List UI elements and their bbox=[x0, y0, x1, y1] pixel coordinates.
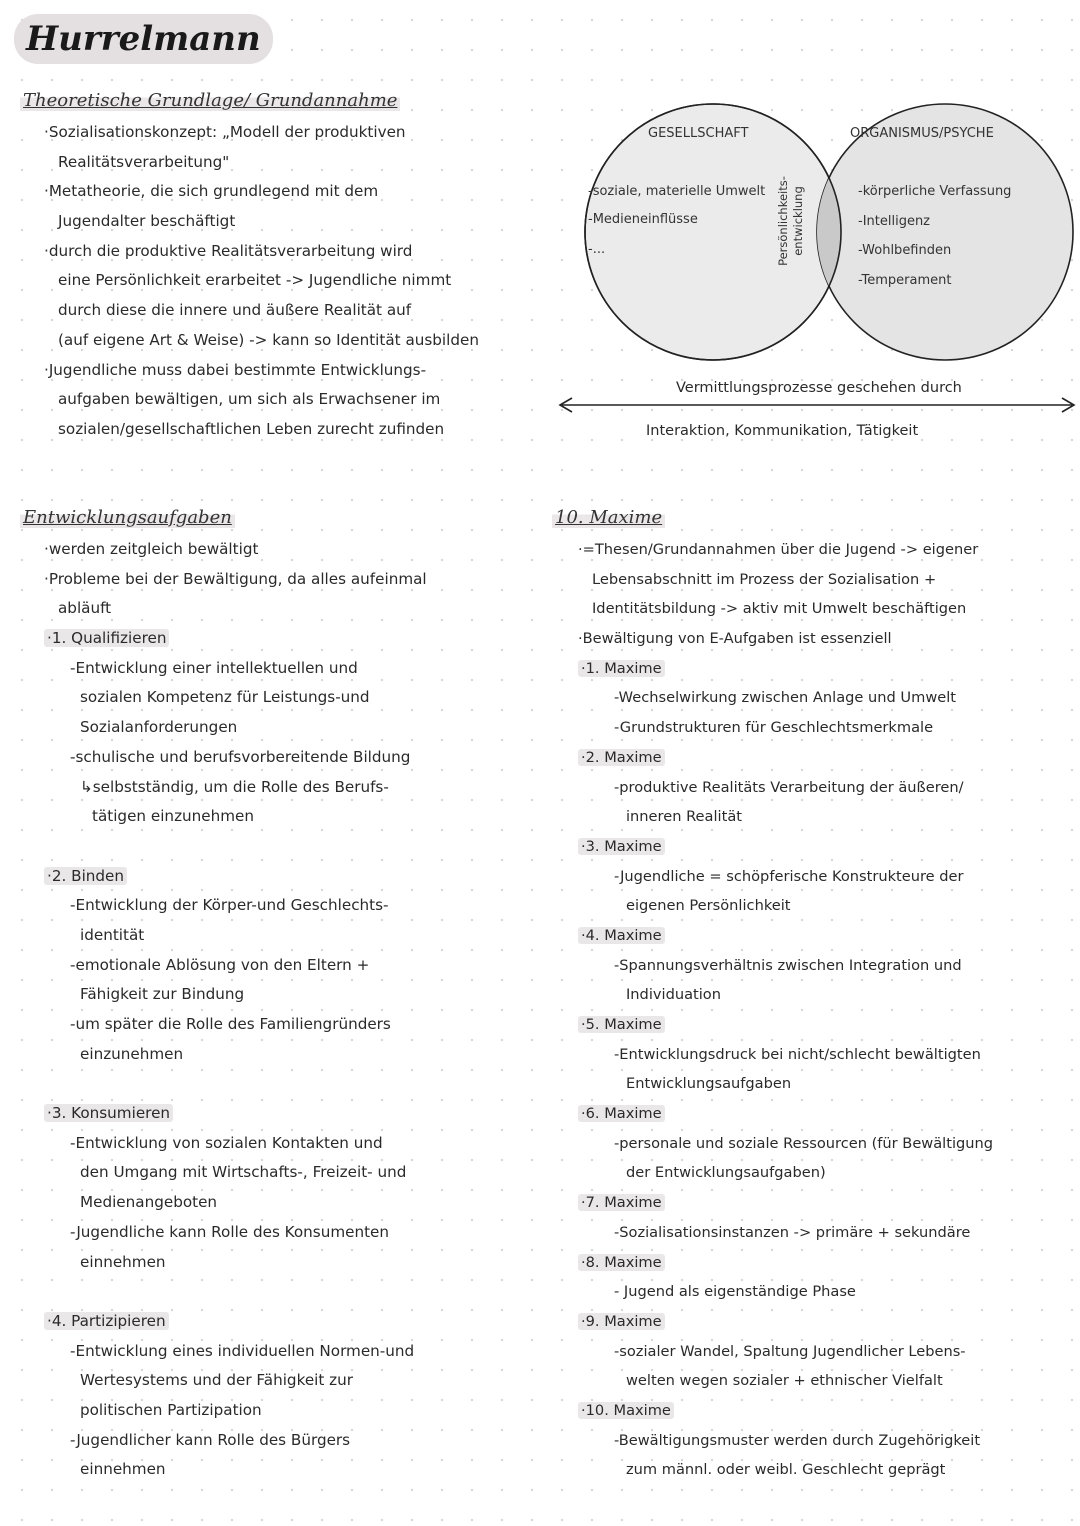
text-line: -Jugendliche kann Rolle des Konsumenten bbox=[70, 1222, 390, 1241]
venn-diagram bbox=[540, 95, 1080, 455]
text-line: -Jugendlicher kann Rolle des Bürgers bbox=[70, 1430, 351, 1449]
text-line: den Umgang mit Wirtschafts-, Freizeit- und bbox=[80, 1163, 407, 1182]
text-line: Lebensabschnitt im Prozess der Sozialisation + bbox=[592, 570, 937, 588]
venn-left-item: -Medieneinflüsse bbox=[588, 212, 698, 227]
text-line: -Entwicklungsdruck bei nicht/schlecht bewältigten bbox=[614, 1045, 981, 1063]
text-line: -Entwicklung eines individuellen Normen-und bbox=[70, 1341, 415, 1360]
text-line: Medienangeboten bbox=[80, 1193, 218, 1212]
text-line: ·Jugendliche muss dabei bestimmte Entwicklungs- bbox=[44, 360, 427, 379]
text-line: -schulische und berufsvorbereitende Bildung bbox=[70, 747, 411, 766]
maxim-title-3: ·3. Maxime bbox=[578, 832, 993, 862]
text-line: -Entwicklung einer intellektuellen und bbox=[70, 658, 358, 677]
organismus-title: ORGANISMUS/PSYCHE bbox=[850, 126, 994, 141]
text-line: -emotionale Ablösung von den Eltern + bbox=[70, 955, 370, 974]
text-line: der Entwicklungsaufgaben) bbox=[626, 1164, 826, 1182]
text-line: Identitätsbildung -> aktiv mit Umwelt beschäftigen bbox=[592, 600, 967, 618]
text-line: abläuft bbox=[58, 599, 112, 618]
text-line: ·=Thesen/Grundannahmen über die Jugend -> eigener bbox=[578, 541, 979, 558]
maxim-title-4: ·4. Maxime bbox=[578, 921, 993, 951]
text-line: -Jugendliche = schöpferische Konstrukteure der bbox=[614, 867, 964, 885]
venn-right-item: -Temperament bbox=[858, 273, 952, 288]
text-line: ·werden zeitgleich bewältigt bbox=[44, 540, 259, 558]
overlap-label-2: entwicklung bbox=[791, 186, 805, 256]
organismus-circle bbox=[817, 104, 1073, 360]
venn-right-item: -körperliche Verfassung bbox=[858, 184, 1012, 199]
maxim-title-1: ·1. Maxime bbox=[578, 654, 993, 684]
venn-right-item: -Wohlbefinden bbox=[858, 243, 952, 258]
text-line: ·Probleme bei der Bewältigung, da alles aufeinmal bbox=[44, 569, 427, 588]
theory-heading: Theoretische Grundlage/ Grundannahme bbox=[20, 90, 400, 111]
maxim-title-9: ·9. Maxime bbox=[578, 1307, 993, 1337]
text-line: Entwicklungsaufgaben bbox=[626, 1075, 792, 1093]
maxims-heading: 10. Maxime bbox=[552, 507, 665, 528]
text-line: -Bewältigungsmuster werden durch Zugehörigkeit bbox=[614, 1431, 981, 1449]
maxim-title-10: ·10. Maxime bbox=[578, 1396, 993, 1426]
text-line: einnehmen bbox=[80, 1460, 166, 1479]
venn-right-item: -Intelligenz bbox=[858, 214, 931, 229]
gesellschaft-title: GESELLSCHAFT bbox=[648, 126, 749, 141]
mediation-means: Interaktion, Kommunikation, Tätigkeit bbox=[646, 423, 919, 439]
text-line: Realitätsverarbeitung" bbox=[58, 152, 230, 171]
text-line: -personale und soziale Ressourcen (für Bewältigung bbox=[614, 1134, 994, 1152]
overlap-label-1: Persönlichkeits- bbox=[776, 176, 790, 266]
text-line: (auf eigene Art & Weise) -> kann so Identität ausbilden bbox=[58, 330, 479, 349]
text-line: tätigen einzunehmen bbox=[92, 807, 255, 826]
maxim-title-2: ·2. Maxime bbox=[578, 743, 993, 773]
text-line: -Grundstrukturen für Geschlechtsmerkmale bbox=[614, 719, 934, 737]
text-line: einzunehmen bbox=[80, 1044, 184, 1063]
venn-left-item: -... bbox=[588, 242, 606, 257]
task-title-partizipieren: ·4. Partizipieren bbox=[44, 1307, 427, 1337]
mediation-label: Vermittlungsprozesse geschehen durch bbox=[676, 380, 962, 396]
maxim-title-7: ·7. Maxime bbox=[578, 1188, 993, 1218]
text-line: -Entwicklung von sozialen Kontakten und bbox=[70, 1133, 383, 1152]
text-line: ·Bewältigung von E-Aufgaben ist essenziell bbox=[578, 630, 892, 648]
venn-left-item: -soziale, materielle Umwelt bbox=[588, 184, 766, 199]
text-line: -produktive Realitäts Verarbeitung der äußeren/ bbox=[614, 778, 964, 796]
text-line: aufgaben bewältigen, um sich als Erwachsener im bbox=[58, 390, 441, 409]
text-line: Individuation bbox=[626, 986, 721, 1004]
task-title-konsumieren: ·3. Konsumieren bbox=[44, 1099, 427, 1129]
text-line: einnehmen bbox=[80, 1252, 166, 1271]
task-title-qualifizieren: ·1. Qualifizieren bbox=[44, 624, 427, 654]
text-line: sozialen Kompetenz für Leistungs-und bbox=[80, 688, 370, 707]
tasks-text bbox=[44, 535, 427, 1485]
maxims-text bbox=[578, 535, 993, 1485]
text-line: identität bbox=[80, 925, 145, 944]
maxim-title-5: ·5. Maxime bbox=[578, 1010, 993, 1040]
text-line: eigenen Persönlichkeit bbox=[626, 897, 791, 915]
text-line: ·Sozialisationskonzept: „Modell der produktiven bbox=[44, 123, 406, 141]
text-line: Sozialanforderungen bbox=[80, 718, 238, 737]
text-line: ·durch die produktive Realitätsverarbeitung wird bbox=[44, 241, 413, 260]
text-line: sozialen/gesellschaftlichen Leben zurecht zufinden bbox=[58, 419, 445, 438]
maxim-title-6: ·6. Maxime bbox=[578, 1099, 993, 1129]
text-line: eine Persönlichkeit erarbeitet -> Jugendliche nimmt bbox=[58, 271, 452, 290]
text-line: welten wegen sozialer + ethnischer Vielfalt bbox=[626, 1372, 943, 1390]
text-line: inneren Realität bbox=[626, 808, 742, 826]
text-line: Fähigkeit zur Bindung bbox=[80, 985, 245, 1004]
text-line: ·Metatheorie, die sich grundlegend mit dem bbox=[44, 182, 379, 201]
text-line: politischen Partizipation bbox=[80, 1400, 262, 1419]
page-title: Hurrelmann bbox=[14, 14, 273, 64]
text-line: ↳selbstständig, um die Rolle des Berufs- bbox=[80, 777, 389, 796]
text-line: Jugendalter beschäftigt bbox=[58, 212, 236, 231]
text-line: -Wechselwirkung zwischen Anlage und Umwelt bbox=[614, 689, 957, 707]
text-line: -Spannungsverhältnis zwischen Integration und bbox=[614, 956, 962, 974]
theory-text bbox=[44, 118, 479, 445]
text-line: -Entwicklung der Körper-und Geschlechts- bbox=[70, 896, 389, 915]
text-line: -um später die Rolle des Familiengründers bbox=[70, 1015, 391, 1033]
text-line: -sozialer Wandel, Spaltung Jugendlicher Lebens- bbox=[614, 1342, 966, 1360]
text-line: Wertesystems und der Fähigkeit zur bbox=[80, 1371, 354, 1390]
tasks-heading: Entwicklungsaufgaben bbox=[20, 507, 235, 528]
text-line: zum männl. oder weibl. Geschlecht geprägt bbox=[626, 1461, 946, 1479]
task-title-binden: ·2. Binden bbox=[44, 862, 427, 892]
maxim-title-8: ·8. Maxime bbox=[578, 1248, 993, 1278]
text-line: durch diese die innere und äußere Realität auf bbox=[58, 301, 412, 320]
text-line: -Sozialisationsinstanzen -> primäre + sekundäre bbox=[614, 1223, 971, 1241]
text-line: - Jugend als eigenständige Phase bbox=[614, 1283, 856, 1301]
